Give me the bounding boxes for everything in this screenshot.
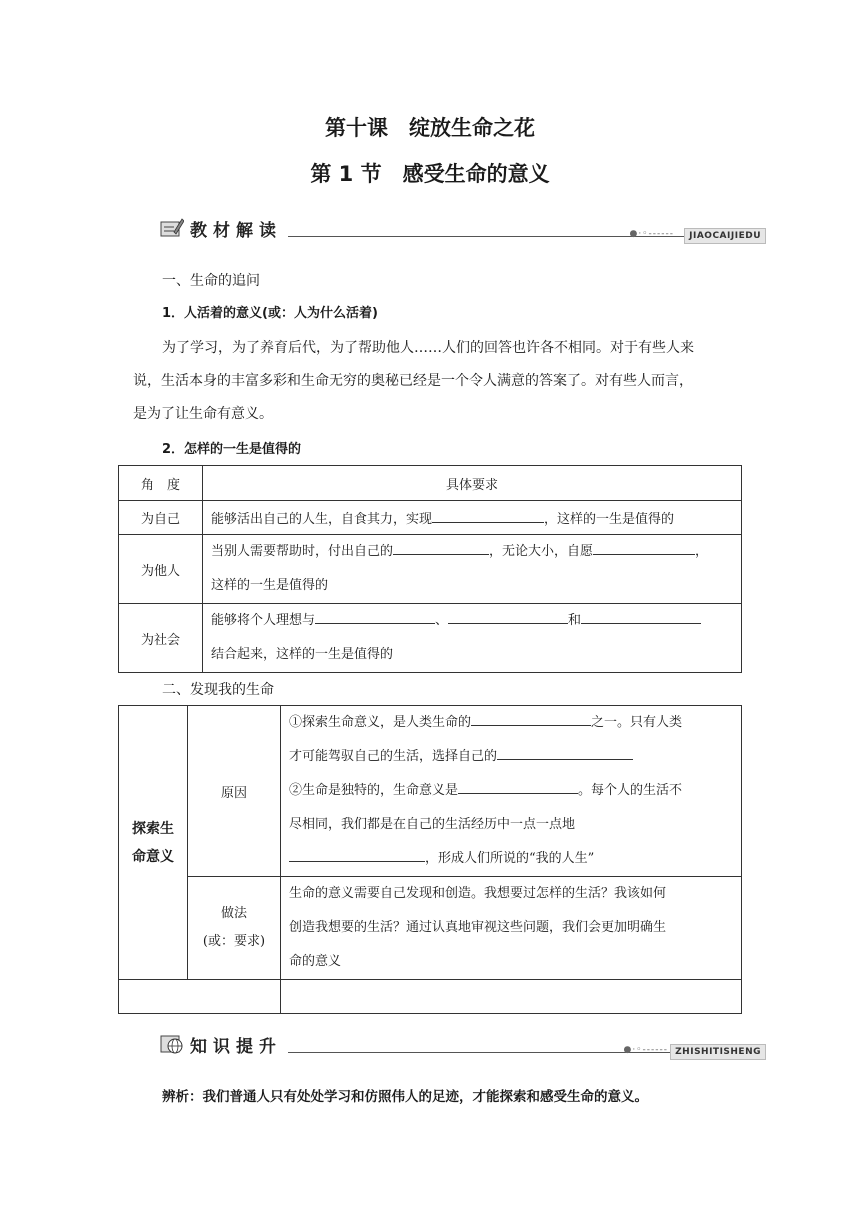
part1-heading: 一、生命的追问 [162,273,260,289]
q1-heading: 1．人活着的意义(或：人为什么活着) [162,306,378,321]
lesson-title: 第十课 绽放生命之花 [325,116,535,140]
q2-heading: 2．怎样的一生是值得的 [162,442,302,457]
banner-tag: ZHISHITISHENG [670,1044,766,1060]
method-label: 做法 (或：要求) [188,877,281,980]
banner-label: 教材解读 [190,221,282,241]
banner-knowledge-upgrade [160,1030,766,1058]
banner-textbook-reading [160,214,766,242]
table-row-empty [119,980,742,1014]
analysis-text: 辨析：我们普通人只有处处学习和仿照伟人的足迹，才能探索和感受生命的意义。 [162,1089,648,1105]
angle-society: 为社会 [119,604,203,673]
fill-blank[interactable] [471,711,591,726]
fill-blank[interactable] [315,609,435,624]
part2-heading: 二、发现我的生命 [162,682,274,698]
method-content: 生命的意义需要自己发现和创造。我想要过怎样的生活？我该如何 创造我想要的生活？通过认真地审视这些问题，我们会更加明确生 命的意义 [281,877,742,980]
decor-dots: ●·◦------ [629,229,674,239]
table-row [119,604,742,673]
topic-cell: 探索生 命意义 [119,706,188,980]
fill-blank[interactable] [581,609,701,624]
q1-line-2: 说，生活本身的丰富多彩和生命无穷的奥秘已经是一个令人满意的答案了。对有些人而言， [133,373,693,389]
banner-tag: JIAOCAIJIEDU [684,228,766,244]
section-title: 第 1 节 感受生命的意义 [310,162,550,186]
banner-label: 知识提升 [190,1037,282,1057]
reason-content: ①探索生命意义，是人类生命的 之一。只有人类 才可能驾驭自己的生活，选择自己的 ②生命是独特的，生命意义是 。每个人的生活不 尽相同，我们都是在自己的生活经历中一点一点地 ，形成人们所说的“我的人生” [281,706,742,877]
fill-blank[interactable] [393,540,489,555]
decor-dots: ●·◦------ [623,1045,668,1055]
fill-blank[interactable] [432,508,544,523]
header-angle: 角 度 [119,466,203,501]
fill-blank[interactable] [458,779,578,794]
header-requirement: 具体要求 [203,466,742,501]
requirement-society: 能够将个人理想与 、 和 结合起来，这样的一生是值得的 [203,604,742,673]
angle-others: 为他人 [119,535,203,604]
fill-blank[interactable] [593,540,695,555]
fill-blank[interactable] [289,847,425,862]
fill-blank[interactable] [448,609,568,624]
table-worthy-life [118,465,742,673]
table-explore-meaning [118,705,742,1014]
pencil-book-icon [160,216,184,238]
q1-line-3: 是为了让生命有意义。 [133,406,273,422]
empty-cell [119,980,281,1014]
table-row [119,501,742,535]
requirement-others: 当别人需要帮助时，付出自己的 ，无论大小，自愿 ， 这样的一生是值得的 [203,535,742,604]
globe-book-icon [160,1032,184,1054]
table-row [119,535,742,604]
angle-self: 为自己 [119,501,203,535]
reason-label: 原因 [188,706,281,877]
empty-cell [281,980,742,1014]
fill-blank[interactable] [497,745,633,760]
requirement-self: 能够活出自己的人生，自食其力，实现 ，这样的一生是值得的 [203,501,742,535]
q1-line-1: 为了学习，为了养育后代，为了帮助他人……人们的回答也许各不相同。对于有些人来 [162,340,694,356]
